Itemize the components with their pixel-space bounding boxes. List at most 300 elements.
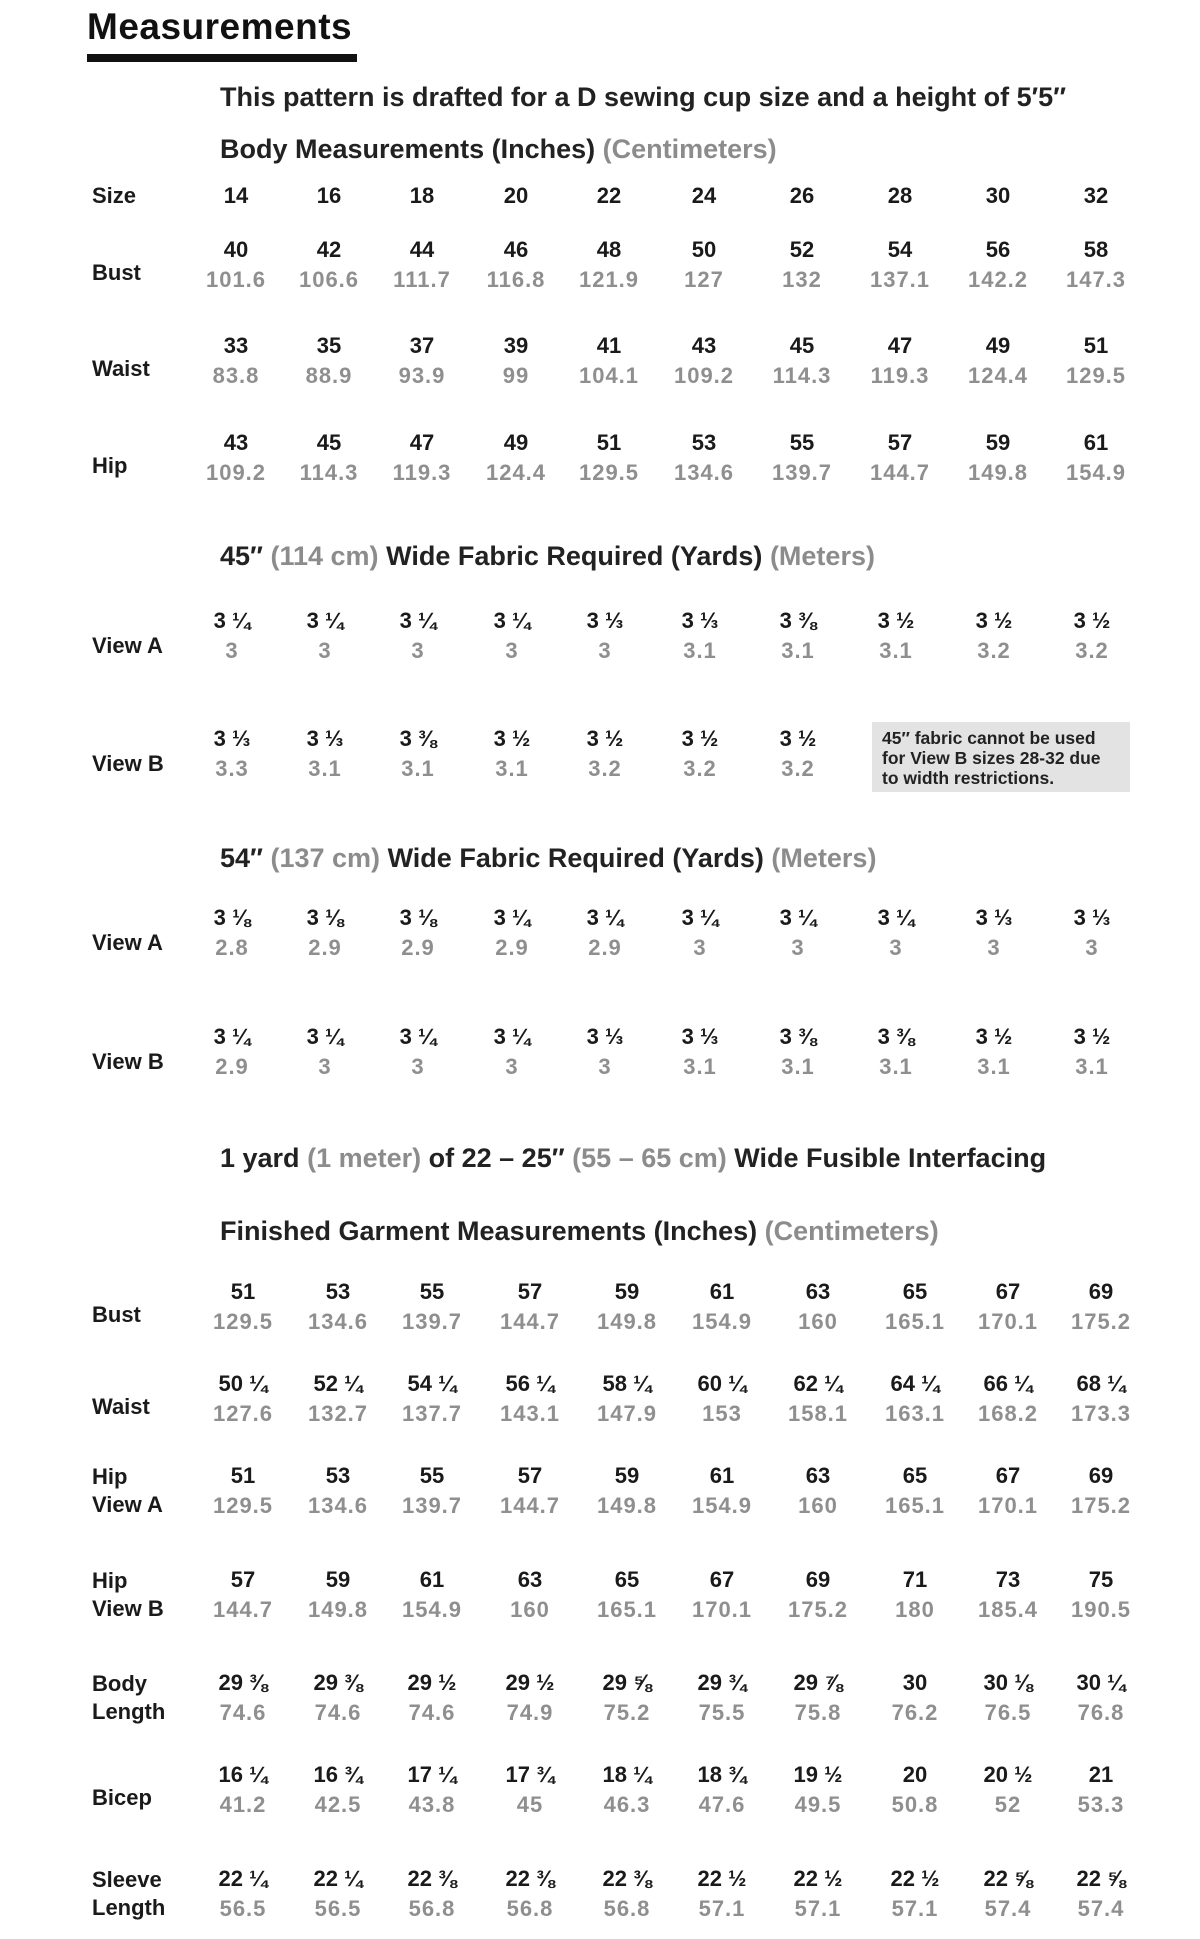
cell-imperial-value: 53 (691, 430, 717, 455)
table-cell (387, 1277, 477, 1337)
table-cell (564, 331, 654, 391)
cell-metric-value: 56.8 (506, 1896, 554, 1921)
cell-metric-value: 132 (782, 267, 822, 292)
table-cell (582, 1760, 672, 1820)
table-cell (293, 1565, 383, 1625)
cell-metric-value: 57.4 (984, 1896, 1032, 1921)
cell-metric-value: 134.6 (673, 460, 735, 485)
table-cell (870, 1760, 960, 1820)
cell-metric-value: 3.1 (977, 1054, 1011, 1079)
cell-imperial-value: 60 ¼ (697, 1371, 747, 1396)
cell-metric-value: 3 (598, 638, 612, 663)
table-cell (582, 1461, 672, 1521)
table-cell (1056, 1461, 1146, 1521)
cell-imperial-value: 29 ¾ (697, 1670, 747, 1695)
cell-imperial-value: 69 (1088, 1463, 1114, 1488)
cell-imperial-value: 29 ⅝ (602, 1670, 652, 1695)
table-cell (187, 724, 277, 784)
cell-imperial-value: 3 ⅜ (779, 608, 817, 633)
cell-imperial-value: 17 ¾ (505, 1762, 555, 1787)
cell-imperial-value: 51 (1083, 333, 1109, 358)
cell-imperial-value: 40 (223, 237, 249, 262)
cell-imperial-value: 3 ½ (493, 726, 531, 751)
cell-imperial-value: 50 (691, 237, 717, 262)
cell-imperial-value: 45 (316, 430, 342, 455)
cell-imperial-value: 59 (325, 1567, 351, 1592)
page-title: Measurements (87, 6, 353, 47)
cell-imperial-value: 55 (419, 1463, 445, 1488)
cell-imperial-value: 65 (614, 1567, 640, 1592)
table-cell (963, 1760, 1053, 1820)
table-cell (485, 1760, 575, 1820)
cell-metric-value: 57.1 (794, 1896, 842, 1921)
cell-metric-value: 144.7 (499, 1309, 561, 1334)
interfacing-qty: 1 yard (220, 1143, 300, 1173)
table-cell (753, 606, 843, 666)
cell-metric-value: 144.7 (212, 1597, 274, 1622)
cell-imperial-value: 59 (614, 1279, 640, 1304)
cell-imperial-value: 3 ¼ (586, 905, 624, 930)
table-cell (387, 1864, 477, 1924)
cell-imperial-value: 57 (887, 430, 913, 455)
cell-metric-value: 109.2 (673, 363, 735, 388)
row-label: Hip (92, 1568, 128, 1593)
cell-metric-value: 83.8 (212, 363, 260, 388)
cell-imperial-value: 44 (409, 237, 435, 262)
table-cell (851, 1022, 941, 1082)
table-cell (953, 331, 1043, 391)
cell-imperial-value: 20 (503, 183, 529, 208)
row-label: Bust (92, 1302, 141, 1327)
cell-imperial-value: 18 ¾ (697, 1762, 747, 1787)
fabric-54-heading (220, 843, 876, 874)
fabric-54-label: Wide Fabric Required (Yards) (387, 843, 764, 873)
cell-metric-value: 75.8 (794, 1700, 842, 1725)
finished-heading-alt: (Centimeters) (764, 1216, 939, 1246)
size-header-cell (564, 181, 654, 211)
table-cell (659, 331, 749, 391)
table-cell (757, 428, 847, 488)
cell-metric-value: 3 (987, 935, 1001, 960)
cell-metric-value: 74.6 (314, 1700, 362, 1725)
cell-imperial-value: 20 ½ (983, 1762, 1033, 1787)
row-label-line-2: View A (92, 1492, 163, 1517)
cell-imperial-value: 3 ¼ (493, 905, 531, 930)
cell-metric-value: 165.1 (884, 1309, 946, 1334)
table-cell (582, 1864, 672, 1924)
table-cell (377, 235, 467, 295)
table-cell (1056, 1760, 1146, 1820)
cell-imperial-value: 3 ⅓ (213, 726, 251, 751)
table-cell (870, 1565, 960, 1625)
cell-imperial-value: 51 (230, 1279, 256, 1304)
cell-imperial-value: 22 ¼ (313, 1866, 363, 1891)
row-label: Bust (92, 260, 141, 285)
table-cell (773, 1864, 863, 1924)
row-label: Hip (92, 1464, 128, 1489)
cell-metric-value: 3.1 (308, 756, 342, 781)
cell-metric-value: 74.6 (408, 1700, 456, 1725)
table-cell (773, 1277, 863, 1337)
row-label: Sleeve (92, 1867, 162, 1892)
cell-metric-value: 2.9 (308, 935, 342, 960)
cell-imperial-value: 69 (1088, 1279, 1114, 1304)
cell-imperial-value: 22 ⅜ (407, 1866, 457, 1891)
cell-imperial-value: 67 (995, 1279, 1021, 1304)
table-cell (293, 1864, 383, 1924)
cell-metric-value: 3 (598, 1054, 612, 1079)
row-label: View B (92, 1049, 164, 1074)
cell-imperial-value: 54 (887, 237, 913, 262)
row-label: Waist (92, 356, 150, 381)
table-cell (949, 903, 1039, 963)
cell-imperial-value: 59 (614, 1463, 640, 1488)
size-header-cell (377, 181, 467, 211)
cell-imperial-value: 62 ¼ (793, 1371, 843, 1396)
table-cell (963, 1277, 1053, 1337)
table-cell (373, 724, 463, 784)
table-cell (953, 428, 1043, 488)
cell-metric-value: 129.5 (1065, 363, 1127, 388)
cell-metric-value: 121.9 (578, 267, 640, 292)
cell-imperial-value: 3 ⅓ (975, 905, 1013, 930)
cell-imperial-value: 19 ½ (793, 1762, 843, 1787)
table-cell (198, 1864, 288, 1924)
cell-metric-value: 3.1 (879, 1054, 913, 1079)
cell-metric-value: 104.1 (578, 363, 640, 388)
cell-imperial-value: 22 ½ (890, 1866, 940, 1891)
cell-imperial-value: 69 (805, 1567, 831, 1592)
table-cell (582, 1369, 672, 1429)
intro-text: This pattern is drafted for a D sewing cup size and a height of 5′5″ (220, 82, 1067, 112)
title-underline (87, 54, 357, 62)
cell-imperial-value: 24 (691, 183, 717, 208)
table-cell (655, 1022, 745, 1082)
cell-metric-value: 3.2 (683, 756, 717, 781)
cell-metric-value: 185.4 (977, 1597, 1039, 1622)
cell-metric-value: 158.1 (787, 1401, 849, 1426)
table-cell (564, 235, 654, 295)
cell-metric-value: 114.3 (299, 460, 359, 485)
cell-imperial-value: 22 (596, 183, 622, 208)
table-cell (560, 1022, 650, 1082)
cell-metric-value: 3.3 (215, 756, 249, 781)
cell-metric-value: 173.3 (1070, 1401, 1132, 1426)
cell-imperial-value: 61 (419, 1567, 445, 1592)
cell-metric-value: 3.1 (683, 638, 717, 663)
cell-imperial-value: 16 (316, 183, 342, 208)
table-cell (293, 1277, 383, 1337)
table-cell (851, 903, 941, 963)
cell-imperial-value: 67 (995, 1463, 1021, 1488)
cell-imperial-value: 57 (517, 1463, 543, 1488)
cell-imperial-value: 22 ⅝ (1076, 1866, 1126, 1891)
cell-metric-value: 3.1 (781, 638, 815, 663)
cell-metric-value: 76.5 (984, 1700, 1032, 1725)
cell-imperial-value: 75 (1088, 1567, 1114, 1592)
cell-imperial-value: 56 (985, 237, 1011, 262)
table-cell (373, 1022, 463, 1082)
cell-metric-value: 56.8 (603, 1896, 651, 1921)
cell-metric-value: 3.1 (495, 756, 529, 781)
cell-imperial-value: 39 (503, 333, 529, 358)
table-cell (1056, 1277, 1146, 1337)
cell-metric-value: 2.9 (588, 935, 622, 960)
cell-imperial-value: 3 ⅛ (213, 905, 251, 930)
table-cell (471, 428, 561, 488)
table-cell (949, 606, 1039, 666)
cell-imperial-value: 65 (902, 1279, 928, 1304)
row-label: View A (92, 633, 163, 658)
table-cell (485, 1864, 575, 1924)
interfacing-line (220, 1143, 1046, 1174)
cell-metric-value: 160 (798, 1309, 838, 1334)
table-cell (870, 1277, 960, 1337)
cell-metric-value: 137.1 (869, 267, 931, 292)
table-cell (1056, 1565, 1146, 1625)
cell-imperial-value: 18 ¼ (602, 1762, 652, 1787)
cell-imperial-value: 61 (709, 1279, 735, 1304)
row-label: View A (92, 930, 163, 955)
cell-metric-value: 168.2 (977, 1401, 1039, 1426)
table-cell (953, 235, 1043, 295)
cell-imperial-value: 37 (409, 333, 435, 358)
cell-metric-value: 56.5 (219, 1896, 267, 1921)
cell-imperial-value: 3 ¼ (493, 608, 531, 633)
cell-imperial-value: 18 (409, 183, 435, 208)
cell-metric-value: 3 (505, 1054, 519, 1079)
cell-imperial-value: 3 ⅛ (306, 905, 344, 930)
cell-imperial-value: 49 (503, 430, 529, 455)
table-cell (870, 1461, 960, 1521)
cell-imperial-value: 51 (596, 430, 622, 455)
cell-metric-value: 160 (798, 1493, 838, 1518)
table-cell (293, 1668, 383, 1728)
cell-metric-value: 56.8 (408, 1896, 456, 1921)
cell-metric-value: 50.8 (891, 1792, 939, 1817)
cell-metric-value: 99 (502, 363, 530, 388)
table-cell (677, 1461, 767, 1521)
cell-metric-value: 139.7 (771, 460, 833, 485)
cell-metric-value: 119.3 (392, 460, 452, 485)
cell-metric-value: 57.4 (1077, 1896, 1125, 1921)
cell-imperial-value: 47 (887, 333, 913, 358)
table-cell (773, 1565, 863, 1625)
table-cell (773, 1760, 863, 1820)
cell-imperial-value: 22 ⅜ (505, 1866, 555, 1891)
cell-imperial-value: 3 ½ (779, 726, 817, 751)
cell-metric-value: 153 (702, 1401, 742, 1426)
table-cell (485, 1565, 575, 1625)
cell-imperial-value: 52 (789, 237, 815, 262)
cell-imperial-value: 65 (902, 1463, 928, 1488)
table-cell (963, 1461, 1053, 1521)
body-heading-alt: (Centimeters) (602, 134, 777, 164)
cell-metric-value: 56.5 (314, 1896, 362, 1921)
table-cell (293, 1461, 383, 1521)
cell-metric-value: 190.5 (1070, 1597, 1132, 1622)
size-header-cell (284, 181, 374, 211)
size-header-cell (757, 181, 847, 211)
table-cell (485, 1369, 575, 1429)
cell-imperial-value: 20 (902, 1762, 928, 1787)
table-cell (1051, 331, 1141, 391)
cell-imperial-value: 58 (1083, 237, 1109, 262)
table-cell (655, 724, 745, 784)
row-label: Hip (92, 453, 128, 478)
table-cell (677, 1668, 767, 1728)
fabric-45-width: 45″ (220, 541, 263, 571)
cell-imperial-value: 49 (985, 333, 1011, 358)
cell-imperial-value: 29 ½ (505, 1670, 555, 1695)
cell-imperial-value: 32 (1083, 183, 1109, 208)
row-label-line-2: Length (92, 1895, 166, 1920)
cell-metric-value: 2.9 (495, 935, 529, 960)
interfacing-width: of 22 – 25″ (428, 1143, 565, 1173)
table-cell (191, 235, 281, 295)
cell-metric-value: 119.3 (870, 363, 930, 388)
table-cell (1047, 606, 1137, 666)
cell-metric-value: 106.6 (298, 267, 360, 292)
table-cell (280, 724, 370, 784)
cell-metric-value: 3 (411, 1054, 425, 1079)
cell-metric-value: 93.9 (398, 363, 446, 388)
cell-metric-value: 2.9 (401, 935, 435, 960)
cell-metric-value: 111.7 (393, 267, 451, 292)
cell-imperial-value: 3 ⅓ (681, 1024, 719, 1049)
table-cell (1047, 1022, 1137, 1082)
table-cell (187, 903, 277, 963)
table-cell (560, 724, 650, 784)
cell-metric-value: 142.2 (967, 267, 1029, 292)
table-cell (1047, 903, 1137, 963)
cell-metric-value: 45 (516, 1792, 544, 1817)
cell-metric-value: 147.3 (1065, 267, 1127, 292)
cell-imperial-value: 3 ½ (1073, 1024, 1111, 1049)
table-cell (1051, 235, 1141, 295)
cell-imperial-value: 30 ¼ (1076, 1670, 1126, 1695)
table-cell (284, 235, 374, 295)
cell-metric-value: 154.9 (401, 1597, 463, 1622)
table-cell (753, 724, 843, 784)
cell-metric-value: 3 (889, 935, 903, 960)
table-cell (582, 1668, 672, 1728)
table-cell (198, 1369, 288, 1429)
cell-metric-value: 3.2 (781, 756, 815, 781)
cell-imperial-value: 3 ⅓ (586, 608, 624, 633)
cell-imperial-value: 28 (887, 183, 913, 208)
cell-metric-value: 127 (684, 267, 724, 292)
fabric-54-width-cm: (137 cm) (270, 843, 381, 873)
table-cell (564, 428, 654, 488)
table-cell (485, 1668, 575, 1728)
table-cell (198, 1668, 288, 1728)
cell-metric-value: 41.2 (219, 1792, 267, 1817)
table-cell (963, 1565, 1053, 1625)
cell-imperial-value: 3 ½ (975, 1024, 1013, 1049)
table-cell (659, 428, 749, 488)
table-cell (373, 903, 463, 963)
table-cell (677, 1864, 767, 1924)
cell-metric-value: 127.6 (212, 1401, 274, 1426)
row-label-line-2: View B (92, 1596, 164, 1621)
cell-metric-value: 3.1 (401, 756, 435, 781)
table-cell (773, 1668, 863, 1728)
cell-metric-value: 129.5 (578, 460, 640, 485)
cell-imperial-value: 55 (419, 1279, 445, 1304)
cell-metric-value: 57.1 (698, 1896, 746, 1921)
fabric-45-width-cm: (114 cm) (270, 541, 379, 571)
cell-metric-value: 154.9 (691, 1309, 753, 1334)
size-header-cell (191, 181, 281, 211)
cell-metric-value: 57.1 (891, 1896, 939, 1921)
cell-imperial-value: 63 (805, 1463, 831, 1488)
cell-imperial-value: 29 ⅜ (218, 1670, 268, 1695)
fabric-54-width: 54″ (220, 843, 263, 873)
table-cell (373, 606, 463, 666)
cell-imperial-value: 3 ¼ (399, 608, 437, 633)
cell-metric-value: 52 (994, 1792, 1022, 1817)
table-cell (757, 235, 847, 295)
body-measurements-heading (220, 134, 777, 165)
table-cell (851, 606, 941, 666)
cell-metric-value: 3 (693, 935, 707, 960)
cell-imperial-value: 66 ¼ (983, 1371, 1033, 1396)
cell-metric-value: 75.2 (603, 1700, 651, 1725)
cell-metric-value: 129.5 (212, 1493, 274, 1518)
size-header-cell (855, 181, 945, 211)
cell-metric-value: 3.1 (1075, 1054, 1109, 1079)
table-cell (677, 1565, 767, 1625)
cell-imperial-value: 63 (805, 1279, 831, 1304)
cell-metric-value: 42.5 (314, 1792, 362, 1817)
cell-metric-value: 116.8 (486, 267, 546, 292)
table-cell (387, 1565, 477, 1625)
cell-metric-value: 75.5 (698, 1700, 746, 1725)
table-cell (560, 903, 650, 963)
cell-metric-value: 43.8 (408, 1792, 456, 1817)
cell-imperial-value: 16 ¼ (218, 1762, 268, 1787)
cell-imperial-value: 3 ½ (1073, 608, 1111, 633)
table-cell (560, 606, 650, 666)
cell-metric-value: 109.2 (205, 460, 267, 485)
finished-heading (220, 1216, 939, 1247)
cell-metric-value: 46.3 (603, 1792, 651, 1817)
interfacing-width-metric: (55 – 65 cm) (572, 1143, 727, 1173)
cell-imperial-value: 41 (596, 333, 622, 358)
table-cell (1056, 1369, 1146, 1429)
cell-metric-value: 134.6 (307, 1493, 369, 1518)
cell-imperial-value: 3 ⅛ (399, 905, 437, 930)
table-cell (773, 1461, 863, 1521)
table-cell (855, 428, 945, 488)
cell-metric-value: 3 (411, 638, 425, 663)
cell-imperial-value: 3 ¼ (877, 905, 915, 930)
table-cell (198, 1760, 288, 1820)
cell-imperial-value: 64 ¼ (890, 1371, 940, 1396)
cell-imperial-value: 3 ⅓ (586, 1024, 624, 1049)
cell-imperial-value: 30 (985, 183, 1011, 208)
cell-imperial-value: 56 ¼ (505, 1371, 555, 1396)
cell-metric-value: 165.1 (884, 1493, 946, 1518)
cell-metric-value: 170.1 (691, 1597, 753, 1622)
cell-metric-value: 124.4 (967, 363, 1029, 388)
cell-imperial-value: 68 ¼ (1076, 1371, 1126, 1396)
cell-imperial-value: 58 ¼ (602, 1371, 652, 1396)
table-cell (677, 1277, 767, 1337)
cell-metric-value: 2.8 (215, 935, 249, 960)
cell-imperial-value: 67 (709, 1567, 735, 1592)
